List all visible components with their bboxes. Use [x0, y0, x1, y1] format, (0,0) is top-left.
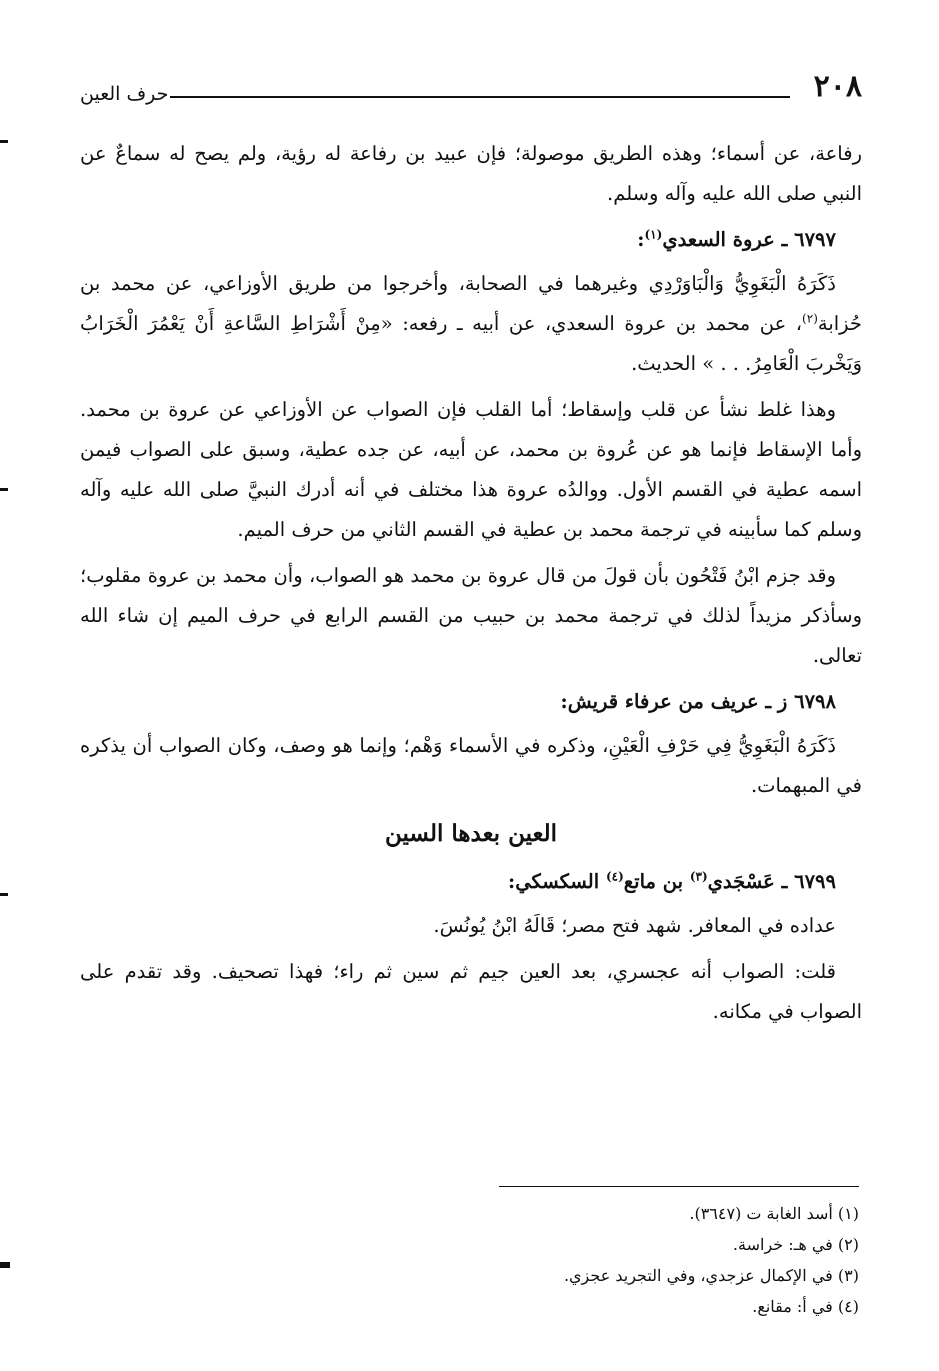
text-run: عداده في المعافر. شهد فتح مصر؛ قَالَهُ ابْنُ يُونُسَ.	[433, 914, 836, 937]
paragraph	[80, 952, 862, 1032]
page-number: ٢٠٨	[813, 69, 862, 104]
text-run: رفاعة، عن أسماء؛ وهذه الطريق موصولة؛ فإن عبيد بن رفاعة له رؤية، ولم يصح له سماعٌ عن النبي صلى الله عليه وآله وسلم.	[80, 142, 862, 205]
running-title: حرف العين	[80, 83, 169, 105]
footnote-1: (١) أسد الغابة ت (٣٦٤٧).	[689, 1204, 859, 1223]
paragraph	[80, 134, 862, 214]
paragraph	[80, 906, 862, 946]
footnotes	[99, 1198, 859, 1322]
text-run: وهذا غلط نشأ عن قلب وإسقاط؛ أما القلب فإن الصواب عن الأوزاعي عن عروة بن محمد. وأما الإسقاط فإنما هو عن عُروة بن محمد، عن أبيه، عن جده عطية، وسبق على الصواب فيمن اسمه عطية في القسم الأول. ووالدُه عروة هذا مختلف في أنه أدرك النبيَّ صلى الله عليه وآله وسلم كما سأبينه في ترجمة محمد بن عطية في القسم الثاني من حرف الميم.	[80, 398, 862, 541]
text-run: ٦٧٩٧ ـ عروة السعدي	[662, 228, 836, 251]
text-run: قلت: الصواب أنه عجسري، بعد العين جيم ثم سين ثم راء؛ فهذا تصحيف. وقد تقدم على الصواب في مكانه.	[80, 960, 862, 1023]
footnote-marker: (١)	[644, 227, 663, 242]
scan-margin-mark	[0, 1262, 10, 1268]
text-run: السكسكي:	[508, 870, 606, 893]
paragraph	[80, 556, 862, 676]
text-run: بن ماتع	[623, 870, 690, 893]
header-rule	[170, 96, 790, 98]
scan-margin-mark	[0, 893, 8, 896]
footnote-3: (٣) في الإكمال عزجدي، وفي التجريد عجزي.	[563, 1266, 859, 1285]
paragraph	[80, 264, 862, 384]
text-run: العين بعدها السين	[384, 820, 558, 847]
text-run: :	[637, 228, 645, 251]
scan-margin-mark	[0, 488, 8, 491]
section-title	[80, 812, 862, 856]
entry-heading	[80, 862, 862, 902]
text-run: ذَكَرَهُ الْبَغَوِيُّ وَالْبَاوَرْدِي وغيرهما في الصحابة، وأخرجوا من طريق الأوزاعي، عن محمد بن حُزابة	[80, 272, 862, 335]
paragraph	[80, 726, 862, 806]
footnote-marker: (٣)	[689, 869, 708, 884]
footnote-rule	[499, 1186, 859, 1187]
scan-margin-mark	[0, 140, 8, 143]
entry-heading	[80, 220, 862, 260]
footnote-4: (٤) في أ: مقانع.	[752, 1297, 859, 1316]
entry-heading	[80, 682, 862, 722]
footnote-marker: (٤)	[605, 869, 624, 884]
footnote-2: (٢) في هـ: خراسة.	[732, 1235, 859, 1254]
text-run: ٦٧٩٨ ز ـ عريف من عرفاء قريش:	[560, 690, 836, 713]
footnote-marker: (٢)	[802, 311, 818, 326]
paragraph	[80, 390, 862, 550]
text-run: ٦٧٩٩ ـ عَسْجَدي	[707, 870, 836, 893]
text-run: وقد جزم ابْنُ فَتْحُون بأن قولَ من قال عروة بن محمد هو الصواب، وأن محمد بن عروة مقلوب؛ وسأذكر مزيداً لذلك في ترجمة محمد بن حبيب من القسم الرابع في حرف الميم إن شاء الله تعالى.	[80, 564, 862, 667]
text-run: ذَكَرَهُ الْبَغَوِيُّ فِي حَرْفِ الْعَيْنِ، وذكره في الأسماء وَهْم؛ وإنما هو وصف، وكان الصواب أن يذكره في المبهمات.	[80, 734, 862, 797]
text-run: ، عن محمد بن عروة السعدي، عن أبيه ـ رفعه: «مِنْ أَشْرَاطِ السَّاعةِ أَنْ يَعْمُرَ الْخَرَابُ وَيَخْربَ الْعَامِرُ. . . » الحديث.	[80, 312, 862, 375]
main-text	[80, 134, 862, 1038]
page-header	[80, 70, 862, 110]
